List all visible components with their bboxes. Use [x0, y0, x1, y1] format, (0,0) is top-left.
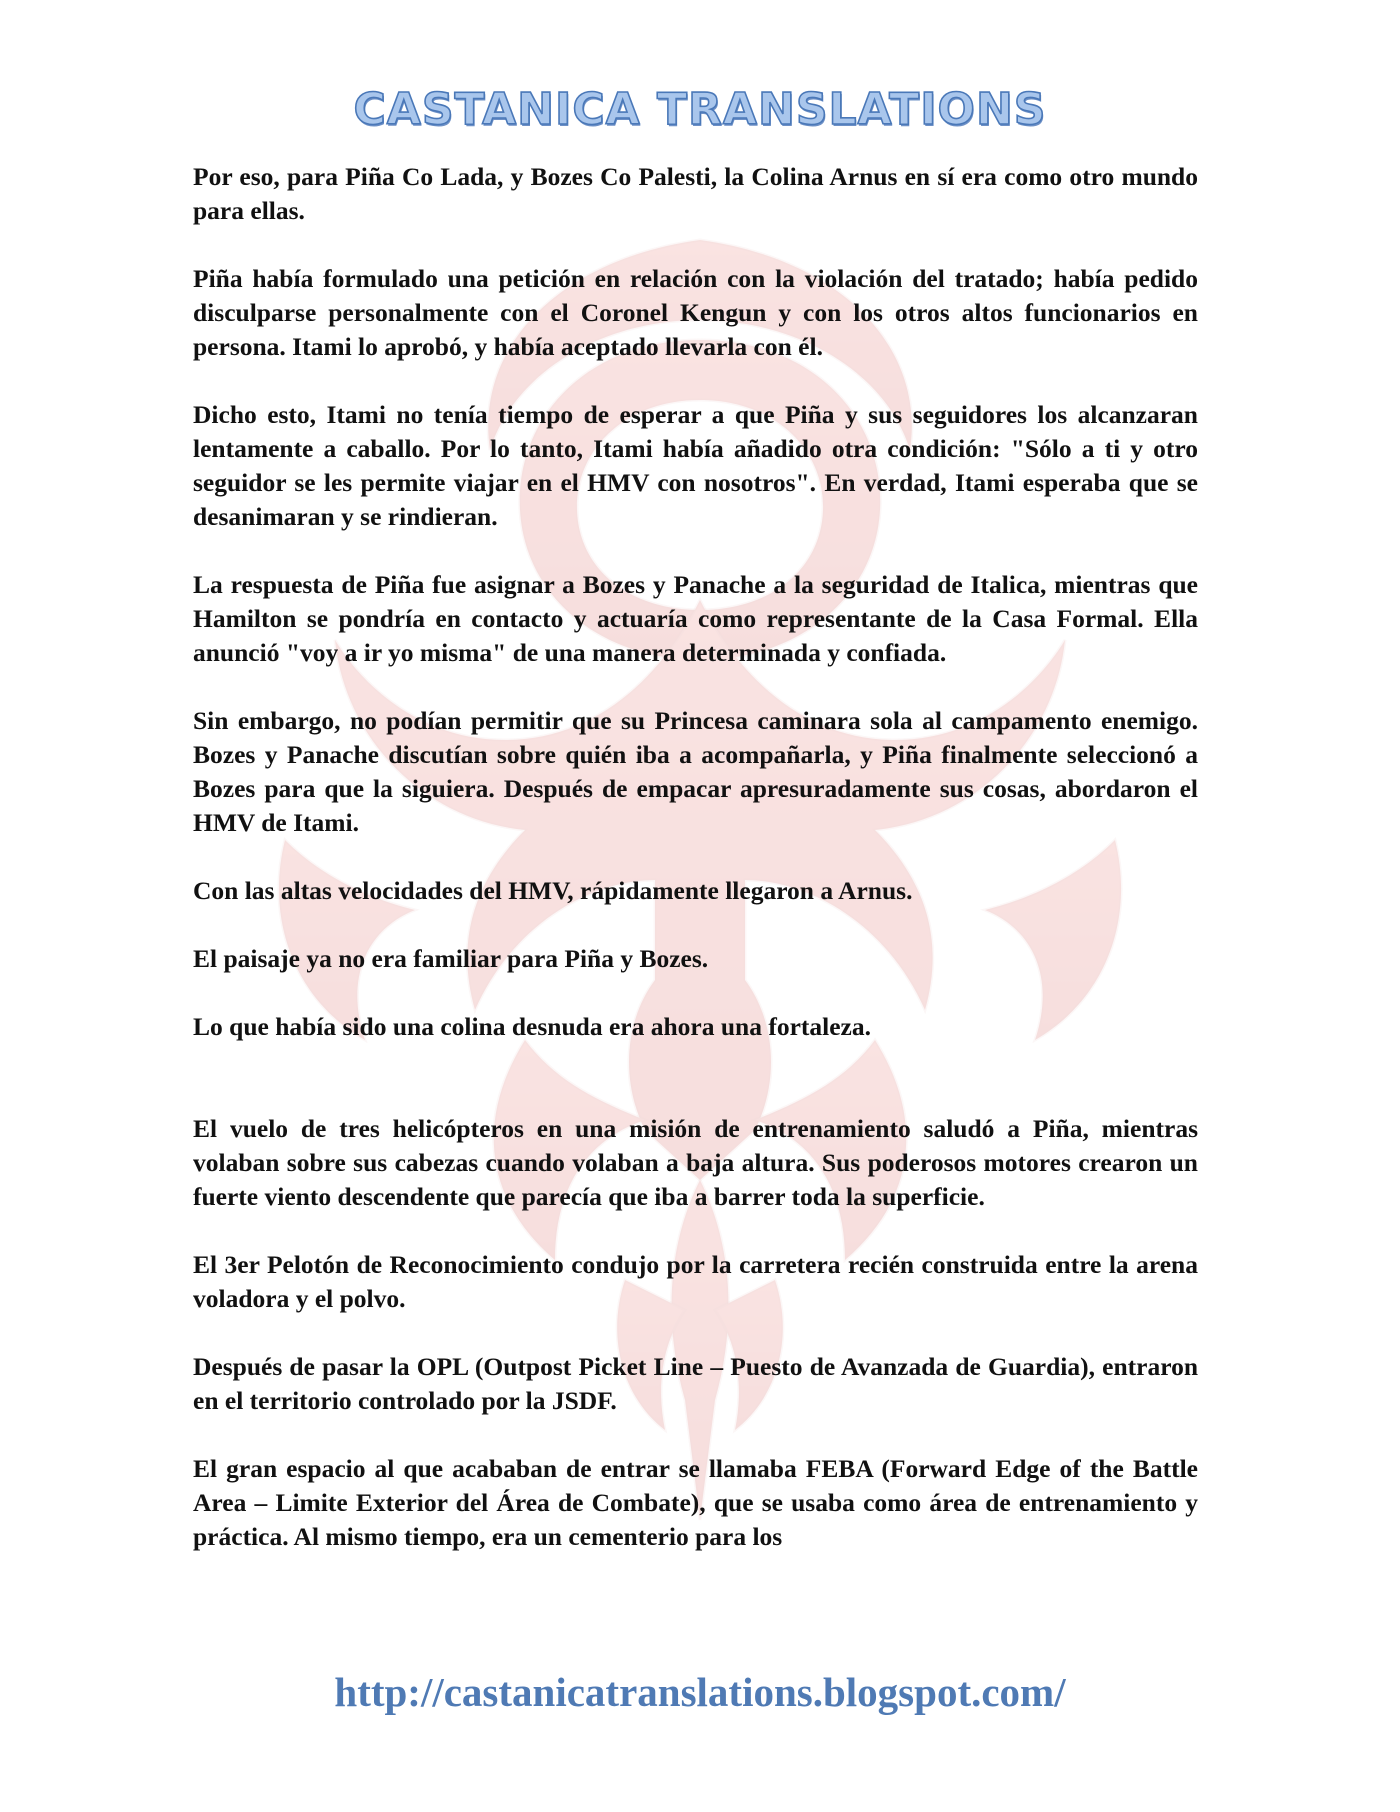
- paragraph: Después de pasar la OPL (Outpost Picket Line – Puesto de Avanzada de Guardia), entraron en el territorio controlado por la JSDF.: [193, 1352, 1198, 1415]
- blog-url-link[interactable]: http://castanicatranslations.blogspot.com/: [334, 1669, 1066, 1715]
- paragraph: El gran espacio al que acababan de entrar se llamaba FEBA (Forward Edge of the Battle Area – Limite Exterior del Área de Combate), que se usaba como área de entrenamiento y práctica. Al mismo tiempo, era un cementerio para los: [193, 1454, 1198, 1551]
- page-header: [0, 84, 1400, 135]
- paragraph: Piña había formulado una petición en relación con la violación del tratado; había pedido disculparse personalmente con el Coronel Kengun y con los otros altos funcionarios en persona. Itami lo aprobó, y había aceptado llevarla con él.: [193, 264, 1198, 361]
- document-body: [193, 160, 1198, 1588]
- paragraph: Dicho esto, Itami no tenía tiempo de esperar a que Piña y sus seguidores los alcanzaran lentamente a caballo. Por lo tanto, Itami había añadido otra condición: "Sólo a ti y otro seguidor se les permite viajar en el HMV con nosotros". En verdad, Itami esperaba que se desanimaran y se rindieran.: [193, 400, 1198, 531]
- page-footer: [0, 1668, 1400, 1716]
- paragraph: El vuelo de tres helicópteros en una misión de entrenamiento saludó a Piña, mientras volaban sobre sus cabezas cuando volaban a baja altura. Sus poderosos motores crearon un fuerte viento descendente que parecía que iba a barrer toda la superficie.: [193, 1114, 1198, 1211]
- paragraph: Lo que había sido una colina desnuda era ahora una fortaleza.: [193, 1012, 871, 1041]
- paragraph: El paisaje ya no era familiar para Piña y Bozes.: [193, 944, 709, 973]
- paragraph: Con las altas velocidades del HMV, rápidamente llegaron a Arnus.: [193, 876, 913, 905]
- paragraph: El 3er Pelotón de Reconocimiento condujo por la carretera recién construida entre la arena voladora y el polvo.: [193, 1250, 1198, 1313]
- paragraph: La respuesta de Piña fue asignar a Bozes y Panache a la seguridad de Italica, mientras que Hamilton se pondría en contacto y actuaría como representante de la Casa Formal. Ella anunció "voy a ir yo misma" de una manera determinada y confiada.: [193, 570, 1198, 667]
- site-title: CASTANICA TRANSLATIONS: [353, 84, 1047, 135]
- paragraph: Sin embargo, no podían permitir que su Princesa caminara sola al campamento enemigo. Bozes y Panache discutían sobre quién iba a acompañarla, y Piña finalmente seleccionó a Bozes para que la siguiera. Después de empacar apresuradamente sus cosas, abordaron el HMV de Itami.: [193, 706, 1198, 837]
- paragraph: Por eso, para Piña Co Lada, y Bozes Co Palesti, la Colina Arnus en sí era como otro mundo para ellas.: [193, 162, 1198, 225]
